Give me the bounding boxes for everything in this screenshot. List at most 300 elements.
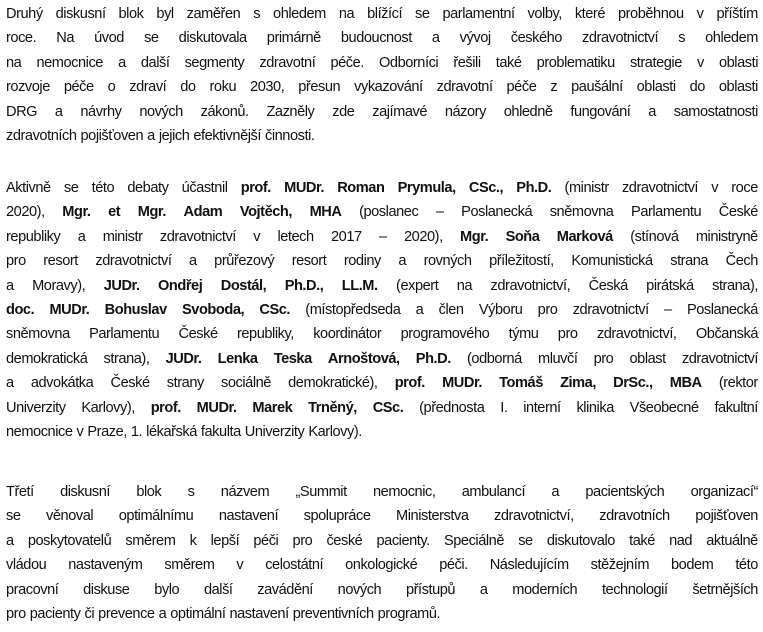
paragraph-participants	[6, 176, 758, 444]
bold-name-word: prof.	[240, 180, 271, 196]
text-line	[6, 371, 758, 395]
word: moderních	[512, 581, 578, 598]
word: vykazování	[354, 79, 423, 96]
word: Aktivně	[6, 180, 51, 196]
word: (přednosta	[419, 399, 485, 416]
word: Praze,	[87, 423, 127, 440]
bold-name-word: Arnoštová,	[327, 350, 400, 367]
word: pro	[292, 532, 313, 549]
text-line	[6, 176, 758, 200]
word: blok	[118, 6, 144, 22]
word: roce	[731, 180, 758, 196]
word: péče	[506, 79, 537, 96]
bold-name-word: Svoboda,	[182, 301, 245, 318]
text-line	[6, 274, 758, 298]
word: diskutovala	[178, 30, 247, 47]
word: nových	[139, 103, 183, 120]
text-line	[6, 504, 758, 528]
bold-name-word: CSc.	[372, 399, 404, 416]
word: se	[6, 508, 21, 525]
word: bylo	[154, 581, 180, 598]
word: 2017	[331, 228, 362, 245]
word: Karlovy),	[81, 399, 135, 416]
text-line	[6, 249, 758, 273]
word: republiky	[6, 228, 61, 245]
word: péče.	[330, 54, 364, 71]
word: návrhy	[80, 103, 122, 120]
word: Poslanecká	[461, 204, 533, 221]
text-line	[6, 2, 758, 26]
word: zdravotnictví	[95, 253, 172, 270]
word: přístupů	[405, 581, 456, 598]
word: (stínová	[630, 228, 679, 245]
bold-name-word: et	[108, 204, 121, 221]
bold-name-word: Bohuslav	[104, 301, 167, 318]
text-line	[6, 322, 758, 346]
word: Univerzity	[244, 423, 305, 440]
word: směrem	[125, 532, 176, 549]
word: zdravotnictví	[681, 350, 758, 367]
bold-name-word: Lenka	[217, 350, 258, 367]
word: nastavení	[218, 508, 279, 525]
word: fakultní	[714, 399, 758, 416]
word: samostatnosti	[673, 103, 758, 120]
word: interní	[523, 399, 561, 416]
word: Karlovy).	[308, 423, 362, 440]
word: Třetí	[6, 484, 34, 500]
word: názvem	[220, 484, 270, 500]
word: primárně	[266, 30, 321, 47]
text-line	[6, 602, 758, 626]
word: strana),	[103, 350, 150, 367]
word: strana	[670, 253, 709, 270]
word: parlamentní	[442, 6, 515, 22]
bold-name-word: doc.	[6, 301, 35, 318]
word: diskusní	[55, 6, 106, 22]
word: zdravotní	[259, 54, 316, 71]
bold-name-word: MUDr.	[49, 301, 90, 318]
word: zdravotní	[436, 79, 493, 96]
bold-name-word: Dostál,	[220, 277, 267, 294]
bold-name-word: MUDr.	[196, 399, 237, 416]
word: Druhý	[6, 6, 43, 22]
word: rozvoje	[6, 79, 50, 96]
word: Parlamentu	[89, 326, 160, 343]
word: se	[63, 180, 79, 196]
word: technologií	[601, 581, 668, 598]
word: Čech	[725, 253, 758, 270]
word: s	[253, 6, 261, 22]
word: (ministr	[564, 180, 609, 196]
word: a	[118, 54, 126, 71]
bold-name-word: CSc.	[259, 301, 291, 318]
word: či	[84, 605, 95, 622]
word: (expert	[396, 277, 439, 294]
bold-name-word: Trněný,	[308, 399, 357, 416]
word: strany	[166, 375, 204, 392]
text-line	[6, 298, 758, 322]
word: nemocnic,	[372, 484, 436, 500]
word: ministryně	[695, 228, 758, 245]
word: úvod	[94, 30, 124, 47]
word: zdravotnictví,	[596, 326, 677, 343]
word: demokratické),	[288, 375, 378, 392]
word: oblast	[629, 350, 666, 367]
word: pirátská	[646, 277, 694, 294]
word: a	[147, 127, 155, 144]
word: také	[495, 54, 522, 71]
word: Univerzity	[6, 399, 66, 416]
word: roku	[209, 79, 237, 96]
word: sněmovna	[549, 204, 614, 221]
word: další	[140, 54, 170, 71]
word: diskuse	[83, 581, 130, 598]
word: pro	[557, 326, 578, 343]
text-line	[6, 347, 758, 371]
word: ohledně	[503, 103, 553, 120]
word: stěžejním	[590, 557, 650, 574]
word: 2030,	[250, 79, 285, 96]
word: spolupráce	[303, 508, 371, 525]
bold-name-word: Soňa	[505, 228, 540, 245]
word: pro	[6, 253, 26, 270]
word: optimálnímu	[118, 508, 194, 525]
text-line	[6, 75, 758, 99]
word: proběhnou	[617, 6, 684, 22]
text-line	[6, 200, 758, 224]
word: rovných	[423, 253, 472, 270]
bold-name-word: Ph.D.,	[284, 277, 324, 294]
word: a	[6, 532, 14, 549]
word: zdravotních	[6, 127, 77, 144]
word: v	[76, 423, 84, 440]
word: do	[689, 79, 705, 96]
word: pacienty	[29, 605, 81, 622]
word: se	[144, 30, 159, 47]
word: v	[711, 180, 719, 196]
word: české	[326, 532, 363, 549]
word: České	[718, 204, 758, 221]
word: prevence	[98, 605, 155, 622]
bold-name-word: Prymula,	[397, 180, 456, 196]
bold-name-word: MHA	[309, 204, 342, 221]
word: zde	[332, 103, 355, 120]
word: v	[253, 228, 261, 245]
text-line	[6, 225, 758, 249]
text-line	[6, 553, 758, 577]
word: se	[415, 6, 430, 22]
word: 2020),	[404, 228, 443, 245]
word: s	[187, 484, 195, 500]
word: v	[236, 557, 244, 574]
bold-name-word: Roman	[337, 180, 385, 196]
paragraph-second-discussion-block	[6, 2, 758, 148]
word: ministr	[102, 228, 143, 245]
bold-name-word: Marek	[252, 399, 293, 416]
word: Ministerstva	[396, 508, 469, 525]
word: péče	[63, 79, 94, 96]
word: a	[551, 484, 560, 500]
word: klinika	[576, 399, 614, 416]
word: péči.	[439, 557, 468, 574]
word: programového	[400, 326, 490, 343]
word: Zazněly	[266, 103, 315, 120]
word: českého	[510, 30, 562, 47]
word: v	[696, 54, 704, 71]
word: poskytovatelů	[27, 532, 112, 549]
word: nad	[669, 532, 693, 549]
word: (poslanec	[359, 204, 419, 221]
word: problematiku	[536, 54, 615, 71]
word: přesun	[298, 79, 341, 96]
word: 2020),	[6, 204, 45, 221]
word: Speciálně	[443, 532, 505, 549]
word: rodiny	[343, 253, 381, 270]
word: věnoval	[46, 508, 94, 525]
word: resort	[43, 253, 78, 270]
bold-name-word: Ph.D.	[516, 180, 552, 196]
word: paušální	[571, 79, 623, 96]
word: zdravotnictví,	[490, 277, 571, 294]
word: z	[550, 79, 558, 96]
bold-name-word: Teska	[273, 350, 312, 367]
word: (rektor	[718, 375, 758, 392]
word: oblasti	[718, 79, 758, 96]
bold-name-word: Ph.D.	[415, 350, 451, 367]
word: Následujícím	[489, 557, 569, 574]
word: této	[91, 180, 115, 196]
bold-name-word: Zima,	[560, 375, 596, 392]
word: a	[479, 581, 488, 598]
word: vývoj	[459, 30, 491, 47]
bold-name-word: LL.M.	[341, 277, 378, 294]
word: příštím	[716, 6, 758, 22]
word: této	[735, 557, 758, 574]
word: blížící	[367, 6, 403, 22]
bold-name-word: Mgr.	[460, 228, 489, 245]
text-line	[6, 51, 758, 75]
word: směrem	[164, 557, 215, 574]
word: aktuálně	[706, 532, 758, 549]
word: ohledem	[705, 30, 758, 47]
word: Výboru	[478, 301, 523, 318]
word: oblasti	[718, 54, 758, 71]
word: pojišťoven	[80, 127, 144, 144]
word: fungování	[570, 103, 631, 120]
word: letech	[277, 228, 314, 245]
word: a	[415, 301, 424, 318]
word: České	[178, 326, 218, 343]
bold-name-word: prof.	[150, 399, 181, 416]
word: –	[435, 204, 444, 221]
word: České	[110, 375, 150, 392]
word: mluvčí	[537, 350, 578, 367]
word: příležitostí,	[489, 253, 554, 270]
bold-name-word: Tomáš	[499, 375, 543, 392]
word: jejich	[158, 127, 190, 144]
word: lékařská	[146, 423, 197, 440]
word: Všeobecné	[629, 399, 699, 416]
word: řešili	[453, 54, 481, 71]
text-line	[6, 124, 758, 148]
word: zdravotnictví	[582, 30, 659, 47]
bold-name-word: DrSc.,	[613, 375, 653, 392]
word: péči	[253, 532, 279, 549]
word: pojišťoven	[695, 508, 758, 525]
word: programů.	[377, 605, 441, 622]
text-line	[6, 529, 758, 553]
text-line	[6, 578, 758, 602]
word: pacienty.	[376, 532, 430, 549]
word: diskusní	[60, 484, 110, 500]
word: se	[518, 532, 533, 549]
word: optimální	[170, 605, 226, 622]
word: –	[379, 228, 387, 245]
text-line	[6, 420, 758, 444]
bold-name-word: Mgr.	[62, 204, 91, 221]
word: týmu	[508, 326, 539, 343]
bold-name-word: CSc.,	[468, 180, 504, 196]
word: oblasti	[636, 79, 676, 96]
bold-name-word: prof.	[394, 375, 425, 392]
text-line	[6, 26, 758, 50]
word: Občanská	[695, 326, 758, 343]
word: účastnil	[181, 180, 228, 196]
word: na	[6, 54, 22, 71]
bold-name-word: MUDr.	[284, 180, 325, 196]
word: k	[189, 532, 197, 549]
bold-name-word: Adam	[183, 204, 223, 221]
word: další	[203, 581, 233, 598]
word: volby,	[527, 6, 562, 22]
word: nových	[337, 581, 382, 598]
word: činnosti.	[264, 127, 315, 144]
word: pacientských	[585, 484, 665, 500]
word: o	[107, 79, 116, 96]
word: vládou	[6, 557, 47, 574]
word: efektivnější	[193, 127, 261, 144]
word: pro	[6, 605, 26, 622]
word: „Summit	[295, 484, 347, 500]
word: Poslanecká	[686, 301, 758, 318]
word: zdraví	[129, 79, 167, 96]
word: průřezový	[214, 253, 275, 270]
bold-name-word: Vojtěch,	[239, 204, 292, 221]
bold-name-word: Mgr.	[137, 204, 166, 221]
word: 1.	[130, 423, 143, 440]
word: (odborná	[467, 350, 522, 367]
bold-name-word: MBA	[669, 375, 702, 392]
word: s	[678, 30, 686, 47]
word: zdravotnictví,	[494, 508, 574, 525]
word: Moravy),	[32, 277, 86, 294]
word: strategie	[629, 54, 682, 71]
word: roce.	[6, 30, 37, 47]
word: demokratická	[6, 350, 88, 367]
word: pro	[537, 301, 558, 318]
word: zdravotnictví	[621, 180, 699, 196]
word: a	[6, 375, 14, 392]
word: segmenty	[184, 54, 245, 71]
bold-name-word: MUDr.	[442, 375, 482, 392]
word: názory	[444, 103, 486, 120]
word: diskutovalo	[546, 532, 615, 549]
text-line	[6, 396, 758, 420]
word: koordinátor	[313, 326, 382, 343]
word: ambulancí	[461, 484, 526, 500]
word: Na	[56, 30, 75, 47]
word: I.	[500, 399, 508, 416]
word: sněmovna	[6, 326, 70, 343]
word: ohledem	[273, 6, 326, 22]
word: (místopředseda	[305, 301, 401, 318]
word: republiky,	[236, 326, 294, 343]
word: na	[456, 277, 473, 294]
word: a	[6, 277, 14, 294]
word: které	[574, 6, 606, 22]
bold-name-word: JUDr.	[103, 277, 140, 294]
word: Odborníci	[379, 54, 439, 71]
word: byl	[156, 6, 174, 22]
word: šetrnějších	[692, 581, 758, 598]
word: celostátní	[265, 557, 324, 574]
word: člen	[438, 301, 464, 318]
word: zákonů.	[200, 103, 249, 120]
word: bodem	[670, 557, 714, 574]
word: a	[398, 253, 407, 270]
word: pracovní	[6, 581, 59, 598]
word: preventivních	[292, 605, 374, 622]
word: blok	[136, 484, 162, 500]
word: a	[431, 30, 440, 47]
word: zajímavé	[372, 103, 428, 120]
word: zavádění	[257, 581, 313, 598]
paragraph-third-discussion-block	[6, 480, 758, 626]
word: resort	[291, 253, 327, 270]
word: a	[54, 103, 63, 120]
word: nemocnice	[6, 423, 73, 440]
text-line	[6, 100, 758, 124]
word: Česká	[588, 277, 628, 294]
word: zdravotních	[599, 508, 670, 525]
bold-name-word: JUDr.	[165, 350, 202, 367]
word: pro	[593, 350, 614, 367]
word: strana),	[712, 277, 758, 294]
word: budoucnost	[340, 30, 412, 47]
word: onkologické	[345, 557, 418, 574]
word: fakulta	[200, 423, 241, 440]
bold-name-word: Marková	[556, 228, 613, 245]
word: v	[696, 6, 704, 22]
word: také	[629, 532, 655, 549]
bold-name-word: Ondřej	[157, 277, 203, 294]
word: zdravotnictví	[572, 301, 649, 318]
word: lepší	[210, 532, 240, 549]
word: do	[180, 79, 196, 96]
word: zaměřen	[186, 6, 241, 22]
word: advokátka	[30, 375, 94, 392]
word: –	[664, 301, 672, 318]
text-line	[6, 480, 758, 504]
word: a	[158, 605, 167, 622]
word: a	[648, 103, 656, 120]
word: DRG	[6, 103, 38, 120]
word: debaty	[127, 180, 169, 196]
word: sociálně	[221, 375, 271, 392]
word: a	[77, 228, 86, 245]
word: nastaveným	[68, 557, 143, 574]
word: zdravotnictví	[159, 228, 236, 245]
